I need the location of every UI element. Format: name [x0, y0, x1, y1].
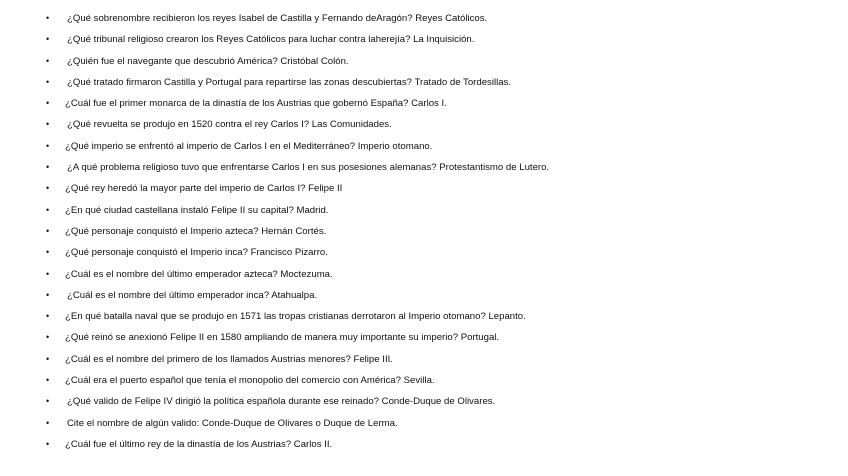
question-answer-text: ¿Qué tratado firmaron Castilla y Portugal para repartirse las zonas descubiertas? Tratado de Tordesillas. — [67, 76, 512, 88]
bullet-icon: • — [46, 353, 50, 364]
question-answer-text: ¿Qué sobrenombre recibieron los reyes Isabel de Castilla y Fernando deAragón? Reyes Católicos. — [67, 13, 488, 24]
question-answer-text: ¿Cuál fue el primer monarca de la dinastía de los Austrias que gobernó España? Carlos I. — [65, 98, 447, 110]
list-item — [0, 72, 848, 93]
bullet-icon: • — [46, 375, 50, 386]
question-answer-text: ¿Cuál es el nombre del primero de los llamados Austrias menores? Felipe III. — [65, 353, 393, 365]
bullet-icon: • — [46, 225, 50, 236]
bullet-icon: • — [46, 268, 50, 279]
list-item — [0, 29, 848, 50]
question-answer-text: ¿Cuál fue el último rey de la dinastía de los Austrias? Carlos II. — [65, 438, 333, 450]
list-item — [0, 285, 848, 306]
bullet-icon: • — [46, 247, 50, 258]
document-page — [0, 8, 848, 455]
question-answer-text: Cite el nombre de algún valido: Conde-Duque de Olivares o Duque de Lerma. — [67, 417, 398, 429]
list-item — [0, 200, 848, 221]
list-item — [0, 136, 848, 157]
list-item — [0, 93, 848, 114]
question-answer-text: ¿Qué rey heredó la mayor parte del imperio de Carlos I? Felipe II — [65, 183, 343, 195]
list-item — [0, 391, 848, 412]
bullet-icon: • — [46, 183, 50, 194]
list-item — [0, 221, 848, 242]
question-answer-text: ¿Qué personaje conquistó el Imperio inca? Francisco Pizarro. — [65, 247, 328, 259]
bullet-icon: • — [46, 438, 50, 449]
question-answer-text: ¿Qué valido de Felipe IV dirigió la política española durante ese reinado? Conde-Duque de Olivares. — [67, 396, 496, 408]
question-answer-text: ¿Qué tribunal religioso crearon los Reyes Católicos para luchar contra laherejía? La Inquisición. — [67, 34, 475, 46]
list-item — [0, 51, 848, 72]
question-answer-text: ¿A qué problema religioso tuvo que enfrentarse Carlos I en sus posesiones alemanas? Protestantismo de Lutero. — [67, 162, 550, 174]
question-list — [0, 8, 848, 455]
question-answer-text: ¿En qué batalla naval que se produjo en 1571 las tropas cristianas derrotaron al Imperio otomano? Lepanto. — [65, 311, 526, 323]
list-item — [0, 434, 848, 455]
bullet-icon: • — [46, 140, 50, 151]
list-item — [0, 157, 848, 178]
question-answer-text: ¿Cuál es el nombre del último emperador inca? Atahualpa. — [67, 289, 318, 301]
list-item — [0, 264, 848, 285]
list-item — [0, 114, 848, 135]
bullet-icon: • — [46, 34, 50, 45]
list-item — [0, 370, 848, 391]
list-item — [0, 242, 848, 263]
bullet-icon: • — [46, 417, 50, 428]
list-item — [0, 413, 848, 434]
question-answer-text: ¿Cuál era el puerto español que tenía el monopolio del comercio con América? Sevilla. — [65, 375, 435, 387]
question-answer-text: ¿En qué ciudad castellana instaló Felipe II su capital? Madrid. — [65, 204, 329, 216]
question-answer-text: ¿Qué reinó se anexionó Felipe II en 1580 ampliando de manera muy importante su imperio? Portugal. — [65, 332, 500, 344]
list-item — [0, 306, 848, 327]
question-answer-text: ¿Quién fue el navegante que descubrió América? Cristóbal Colón. — [67, 55, 349, 67]
bullet-icon: • — [46, 289, 50, 300]
bullet-icon: • — [46, 13, 50, 23]
bullet-icon: • — [46, 332, 50, 343]
bullet-icon: • — [46, 76, 50, 87]
bullet-icon: • — [46, 162, 50, 173]
question-answer-text: ¿Cuál es el nombre del último emperador azteca? Moctezuma. — [65, 268, 333, 280]
bullet-icon: • — [46, 396, 50, 407]
bullet-icon: • — [46, 204, 50, 215]
list-item — [0, 8, 848, 29]
bullet-icon: • — [46, 311, 50, 322]
question-answer-text: ¿Qué revuelta se produjo en 1520 contra el rey Carlos I? Las Comunidades. — [67, 119, 392, 131]
question-answer-text: ¿Qué imperio se enfrentó al imperio de Carlos I en el Mediterráneo? Imperio otomano. — [65, 140, 433, 152]
question-answer-text: ¿Qué personaje conquistó el Imperio azteca? Hernán Cortés. — [65, 225, 327, 237]
list-item — [0, 327, 848, 348]
bullet-icon: • — [46, 55, 50, 66]
list-item — [0, 178, 848, 199]
bullet-icon: • — [46, 119, 50, 130]
bullet-icon: • — [46, 98, 50, 109]
list-item — [0, 349, 848, 370]
